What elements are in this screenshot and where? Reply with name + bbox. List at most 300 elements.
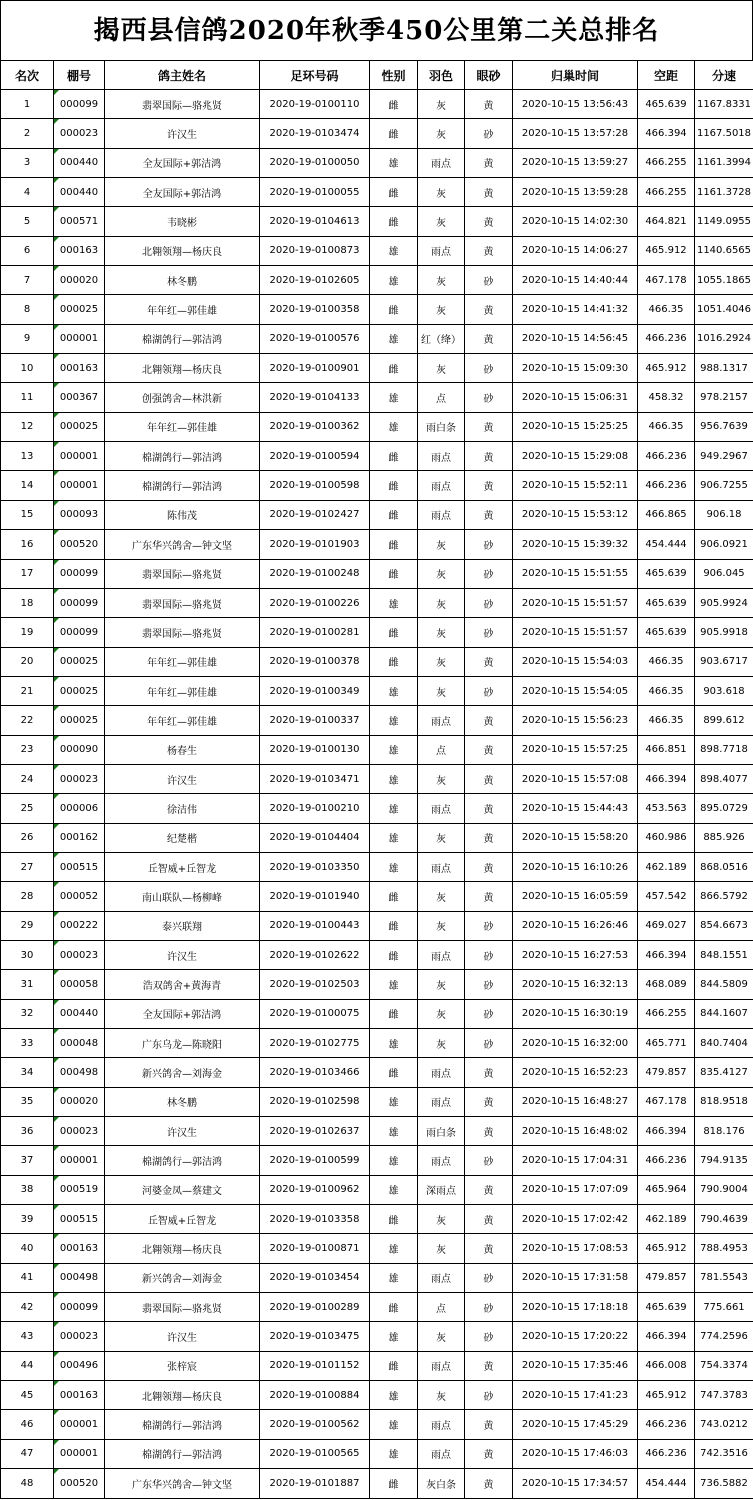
loft-id-cell: 000163 [54,236,105,265]
ring-number-cell: 2020-19-0102427 [260,500,370,529]
eye-cell: 黄 [465,148,513,177]
ring-number-cell: 2020-19-0102637 [260,1117,370,1146]
eye-cell: 黄 [465,1439,513,1468]
rank-cell: 27 [1,852,54,881]
color-cell: 雨点 [418,148,465,177]
distance-cell: 466.236 [638,324,695,353]
color-cell: 雨点 [418,1263,465,1292]
eye-cell: 黄 [465,412,513,441]
distance-cell: 466.255 [638,999,695,1028]
rank-cell: 24 [1,764,54,793]
loft-id-cell: 000023 [54,940,105,969]
speed-cell: 1140.6565 [695,236,753,265]
loft-id-cell: 000052 [54,882,105,911]
rank-cell: 19 [1,618,54,647]
ring-number-cell: 2020-19-0100562 [260,1410,370,1439]
sex-cell: 雄 [370,1146,418,1175]
sex-cell: 雄 [370,1439,418,1468]
sex-cell: 雄 [370,970,418,999]
distance-cell: 466.394 [638,1117,695,1146]
owner-cell: 许汉生 [105,940,260,969]
table-row [1,1205,753,1234]
loft-id-cell: 000163 [54,354,105,383]
eye-cell: 黄 [465,706,513,735]
color-cell: 灰 [418,1234,465,1263]
speed-cell: 1055.1865 [695,266,753,295]
eye-cell: 黄 [465,794,513,823]
eye-cell: 砂 [465,530,513,559]
table-row [1,1234,753,1263]
ring-number-cell: 2020-19-0104133 [260,383,370,412]
rank-cell: 22 [1,706,54,735]
speed-cell: 898.4077 [695,764,753,793]
rank-cell: 45 [1,1381,54,1410]
arrival-time-cell: 2020-10-15 17:41:23 [513,1381,638,1410]
table-row [1,1322,753,1351]
loft-id-cell: 000025 [54,295,105,324]
color-cell: 灰 [418,1205,465,1234]
arrival-time-cell: 2020-10-15 14:02:30 [513,207,638,236]
table-row [1,852,753,881]
color-cell: 灰 [418,178,465,207]
sex-cell: 雄 [370,412,418,441]
rank-cell: 39 [1,1205,54,1234]
loft-id-cell: 000520 [54,530,105,559]
loft-id-cell: 000001 [54,1146,105,1175]
ring-number-cell: 2020-19-0103475 [260,1322,370,1351]
sex-cell: 雌 [370,1058,418,1087]
table-header-row [1,61,753,90]
sex-cell: 雌 [370,1351,418,1380]
eye-cell: 黄 [465,1469,513,1498]
eye-cell: 砂 [465,588,513,617]
rank-cell: 5 [1,207,54,236]
rank-cell: 42 [1,1293,54,1322]
owner-cell: 全友国际+郭洁鸿 [105,999,260,1028]
eye-cell: 砂 [465,266,513,295]
distance-cell: 465.639 [638,618,695,647]
eye-cell: 黄 [465,1410,513,1439]
distance-cell: 465.964 [638,1175,695,1204]
loft-id-cell: 000001 [54,442,105,471]
rank-cell: 37 [1,1146,54,1175]
rank-cell: 6 [1,236,54,265]
rank-cell: 9 [1,324,54,353]
sex-cell: 雄 [370,1234,418,1263]
distance-cell: 468.089 [638,970,695,999]
color-cell: 雨点 [418,1058,465,1087]
arrival-time-cell: 2020-10-15 16:32:00 [513,1029,638,1058]
color-cell: 灰 [418,618,465,647]
sex-cell: 雄 [370,1381,418,1410]
color-cell: 灰 [418,559,465,588]
sex-cell: 雄 [370,735,418,764]
color-cell: 灰 [418,119,465,148]
owner-cell: 创强鸽舍—林洪新 [105,383,260,412]
eye-cell: 砂 [465,119,513,148]
arrival-time-cell: 2020-10-15 16:26:46 [513,911,638,940]
arrival-time-cell: 2020-10-15 15:56:23 [513,706,638,735]
arrival-time-cell: 2020-10-15 14:06:27 [513,236,638,265]
loft-id-cell: 000571 [54,207,105,236]
table-row [1,295,753,324]
speed-cell: 818.9518 [695,1087,753,1116]
eye-cell: 砂 [465,1381,513,1410]
eye-cell: 砂 [465,999,513,1028]
arrival-time-cell: 2020-10-15 15:54:05 [513,676,638,705]
arrival-time-cell: 2020-10-15 15:44:43 [513,794,638,823]
distance-cell: 465.771 [638,1029,695,1058]
speed-cell: 866.5792 [695,882,753,911]
arrival-time-cell: 2020-10-15 14:41:32 [513,295,638,324]
color-cell: 灰 [418,266,465,295]
loft-id-cell: 000099 [54,1293,105,1322]
speed-cell: 844.1607 [695,999,753,1028]
rank-cell: 41 [1,1263,54,1292]
distance-cell: 466.394 [638,940,695,969]
table-row [1,1351,753,1380]
color-cell: 雨白条 [418,1117,465,1146]
arrival-time-cell: 2020-10-15 17:18:18 [513,1293,638,1322]
color-cell: 灰 [418,295,465,324]
rank-cell: 11 [1,383,54,412]
arrival-time-cell: 2020-10-15 15:06:31 [513,383,638,412]
owner-cell: 年年红—郭佳雄 [105,647,260,676]
distance-cell: 454.444 [638,530,695,559]
distance-cell: 467.178 [638,266,695,295]
loft-id-cell: 000163 [54,1234,105,1263]
arrival-time-cell: 2020-10-15 17:31:58 [513,1263,638,1292]
sex-cell: 雄 [370,823,418,852]
rank-cell: 4 [1,178,54,207]
arrival-time-cell: 2020-10-15 14:56:45 [513,324,638,353]
table-row [1,471,753,500]
eye-cell: 砂 [465,1322,513,1351]
ring-number-cell: 2020-19-0100362 [260,412,370,441]
distance-cell: 465.912 [638,354,695,383]
sex-cell: 雄 [370,852,418,881]
speed-cell: 736.5882 [695,1469,753,1498]
speed-cell: 899.612 [695,706,753,735]
sex-cell: 雌 [370,471,418,500]
speed-cell: 906.18 [695,500,753,529]
arrival-time-cell: 2020-10-15 13:56:43 [513,90,638,119]
owner-cell: 翡翠国际—骆兆贤 [105,559,260,588]
owner-cell: 陈伟茂 [105,500,260,529]
table-row [1,1293,753,1322]
rank-cell: 31 [1,970,54,999]
color-cell: 灰 [418,676,465,705]
owner-cell: 翡翠国际—骆兆贤 [105,588,260,617]
loft-id-cell: 000440 [54,178,105,207]
rank-cell: 23 [1,735,54,764]
arrival-time-cell: 2020-10-15 16:32:13 [513,970,638,999]
ring-number-cell: 2020-19-0102605 [260,266,370,295]
distance-cell: 466.394 [638,1322,695,1351]
table-row [1,383,753,412]
distance-cell: 462.189 [638,852,695,881]
color-cell: 雨点 [418,471,465,500]
color-cell: 灰 [418,354,465,383]
table-row [1,1029,753,1058]
color-cell: 点 [418,735,465,764]
eye-cell: 黄 [465,882,513,911]
eye-cell: 黄 [465,90,513,119]
table-row [1,354,753,383]
sex-cell: 雄 [370,1117,418,1146]
table-row [1,1469,753,1498]
ring-number-cell: 2020-19-0100594 [260,442,370,471]
eye-cell: 黄 [465,442,513,471]
rank-cell: 20 [1,647,54,676]
color-cell: 红（绛） [418,324,465,353]
table-row [1,412,753,441]
ring-number-cell: 2020-19-0103350 [260,852,370,881]
sex-cell: 雌 [370,354,418,383]
ring-number-cell: 2020-19-0100565 [260,1439,370,1468]
ring-number-cell: 2020-19-0100281 [260,618,370,647]
ring-number-cell: 2020-19-0100075 [260,999,370,1028]
ring-number-cell: 2020-19-0100443 [260,911,370,940]
loft-id-cell: 000515 [54,852,105,881]
sex-cell: 雌 [370,1205,418,1234]
owner-cell: 棉湖鸽行—郭洁鸿 [105,1146,260,1175]
speed-cell: 1161.3728 [695,178,753,207]
owner-cell: 许汉生 [105,1322,260,1351]
speed-cell: 906.0921 [695,530,753,559]
table-row [1,1146,753,1175]
color-cell: 灰 [418,911,465,940]
distance-cell: 460.986 [638,823,695,852]
distance-cell: 479.857 [638,1263,695,1292]
speed-cell: 818.176 [695,1117,753,1146]
distance-cell: 466.35 [638,647,695,676]
ring-number-cell: 2020-19-0101903 [260,530,370,559]
owner-cell: 林冬鹏 [105,1087,260,1116]
ring-number-cell: 2020-19-0103474 [260,119,370,148]
distance-cell: 467.178 [638,1087,695,1116]
eye-cell: 黄 [465,1351,513,1380]
table-row [1,823,753,852]
owner-cell: 韦晓彬 [105,207,260,236]
arrival-time-cell: 2020-10-15 16:10:26 [513,852,638,881]
speed-cell: 956.7639 [695,412,753,441]
table-row [1,588,753,617]
rank-cell: 13 [1,442,54,471]
table-row [1,1058,753,1087]
page-title: 揭西县信鸽2020年秋季450公里第二关总排名 [0,0,753,60]
rank-cell: 7 [1,266,54,295]
table-row [1,970,753,999]
owner-cell: 丘智威+丘智龙 [105,1205,260,1234]
col-header-owner: 鸽主姓名 [105,61,260,90]
loft-id-cell: 000006 [54,794,105,823]
ring-number-cell: 2020-19-0100576 [260,324,370,353]
ring-number-cell: 2020-19-0103358 [260,1205,370,1234]
arrival-time-cell: 2020-10-15 16:52:23 [513,1058,638,1087]
table-row [1,999,753,1028]
rank-cell: 30 [1,940,54,969]
loft-id-cell: 000498 [54,1263,105,1292]
sex-cell: 雄 [370,324,418,353]
speed-cell: 790.9004 [695,1175,753,1204]
owner-cell: 广东乌龙—陈晓阳 [105,1029,260,1058]
arrival-time-cell: 2020-10-15 16:30:19 [513,999,638,1028]
rank-cell: 15 [1,500,54,529]
table-row [1,1381,753,1410]
ring-number-cell: 2020-19-0100358 [260,295,370,324]
sex-cell: 雌 [370,442,418,471]
owner-cell: 棉湖鸽行—郭洁鸿 [105,1439,260,1468]
eye-cell: 砂 [465,970,513,999]
owner-cell: 翡翠国际—骆兆贤 [105,90,260,119]
arrival-time-cell: 2020-10-15 17:34:57 [513,1469,638,1498]
table-row [1,1410,753,1439]
loft-id-cell: 000090 [54,735,105,764]
loft-id-cell: 000519 [54,1175,105,1204]
loft-id-cell: 000025 [54,647,105,676]
owner-cell: 年年红—郭佳雄 [105,706,260,735]
rank-cell: 33 [1,1029,54,1058]
ring-number-cell: 2020-19-0100378 [260,647,370,676]
arrival-time-cell: 2020-10-15 17:46:03 [513,1439,638,1468]
distance-cell: 466.008 [638,1351,695,1380]
owner-cell: 许汉生 [105,1117,260,1146]
rank-cell: 16 [1,530,54,559]
loft-id-cell: 000023 [54,1322,105,1351]
rank-cell: 12 [1,412,54,441]
sex-cell: 雄 [370,1029,418,1058]
eye-cell: 黄 [465,471,513,500]
sex-cell: 雌 [370,911,418,940]
ring-number-cell: 2020-19-0100873 [260,236,370,265]
owner-cell: 北翱领翔—杨庆良 [105,1234,260,1263]
sex-cell: 雌 [370,882,418,911]
arrival-time-cell: 2020-10-15 15:09:30 [513,354,638,383]
rank-cell: 36 [1,1117,54,1146]
table-row [1,911,753,940]
eye-cell: 黄 [465,324,513,353]
table-row [1,706,753,735]
sex-cell: 雄 [370,383,418,412]
distance-cell: 466.236 [638,442,695,471]
speed-cell: 885.926 [695,823,753,852]
ring-number-cell: 2020-19-0100055 [260,178,370,207]
speed-cell: 905.9918 [695,618,753,647]
arrival-time-cell: 2020-10-15 15:29:08 [513,442,638,471]
sex-cell: 雌 [370,559,418,588]
rank-cell: 3 [1,148,54,177]
distance-cell: 465.639 [638,559,695,588]
ring-number-cell: 2020-19-0101940 [260,882,370,911]
ring-number-cell: 2020-19-0100871 [260,1234,370,1263]
sex-cell: 雄 [370,148,418,177]
distance-cell: 465.639 [638,1293,695,1322]
col-header-ring-number: 足环号码 [260,61,370,90]
sex-cell: 雌 [370,530,418,559]
speed-cell: 775.661 [695,1293,753,1322]
speed-cell: 835.4127 [695,1058,753,1087]
loft-id-cell: 000023 [54,1117,105,1146]
table-row [1,618,753,647]
eye-cell: 砂 [465,1146,513,1175]
col-header-arrival-time: 归巢时间 [513,61,638,90]
table-row [1,1175,753,1204]
table-row [1,647,753,676]
loft-id-cell: 000099 [54,90,105,119]
table-row [1,1087,753,1116]
distance-cell: 466.236 [638,1439,695,1468]
distance-cell: 466.35 [638,706,695,735]
owner-cell: 南山联队—杨柳峰 [105,882,260,911]
rank-cell: 46 [1,1410,54,1439]
speed-cell: 840.7404 [695,1029,753,1058]
eye-cell: 黄 [465,236,513,265]
rank-cell: 34 [1,1058,54,1087]
owner-cell: 翡翠国际—骆兆贤 [105,618,260,647]
col-header-speed: 分速 [695,61,753,90]
rank-cell: 21 [1,676,54,705]
ring-number-cell: 2020-19-0102598 [260,1087,370,1116]
sex-cell: 雌 [370,1293,418,1322]
speed-cell: 781.5543 [695,1263,753,1292]
loft-id-cell: 000023 [54,764,105,793]
color-cell: 灰 [418,823,465,852]
eye-cell: 黄 [465,1117,513,1146]
table-row [1,559,753,588]
loft-id-cell: 000001 [54,471,105,500]
distance-cell: 464.821 [638,207,695,236]
arrival-time-cell: 2020-10-15 13:59:27 [513,148,638,177]
speed-cell: 742.3516 [695,1439,753,1468]
table-row [1,266,753,295]
owner-cell: 张梓宸 [105,1351,260,1380]
color-cell: 雨点 [418,500,465,529]
arrival-time-cell: 2020-10-15 15:58:20 [513,823,638,852]
eye-cell: 砂 [465,383,513,412]
speed-cell: 906.045 [695,559,753,588]
ring-number-cell: 2020-19-0102503 [260,970,370,999]
arrival-time-cell: 2020-10-15 15:54:03 [513,647,638,676]
loft-id-cell: 000025 [54,676,105,705]
ring-number-cell: 2020-19-0101887 [260,1469,370,1498]
arrival-time-cell: 2020-10-15 17:08:53 [513,1234,638,1263]
rank-cell: 44 [1,1351,54,1380]
owner-cell: 徐洁伟 [105,794,260,823]
rank-cell: 18 [1,588,54,617]
loft-id-cell: 000001 [54,1410,105,1439]
speed-cell: 1161.3994 [695,148,753,177]
loft-id-cell: 000048 [54,1029,105,1058]
owner-cell: 泰兴联翔 [105,911,260,940]
distance-cell: 465.639 [638,90,695,119]
sex-cell: 雌 [370,295,418,324]
owner-cell: 全友国际+郭洁鸿 [105,148,260,177]
color-cell: 灰 [418,882,465,911]
speed-cell: 747.3783 [695,1381,753,1410]
col-header-loft-id: 棚号 [54,61,105,90]
color-cell: 雨点 [418,940,465,969]
ring-number-cell: 2020-19-0103454 [260,1263,370,1292]
color-cell: 雨点 [418,442,465,471]
loft-id-cell: 000520 [54,1469,105,1498]
arrival-time-cell: 2020-10-15 15:53:12 [513,500,638,529]
owner-cell: 广东华兴鸽舍—钟文坚 [105,530,260,559]
color-cell: 点 [418,1293,465,1322]
ring-number-cell: 2020-19-0100110 [260,90,370,119]
arrival-time-cell: 2020-10-15 15:57:25 [513,735,638,764]
ring-number-cell: 2020-19-0100349 [260,676,370,705]
